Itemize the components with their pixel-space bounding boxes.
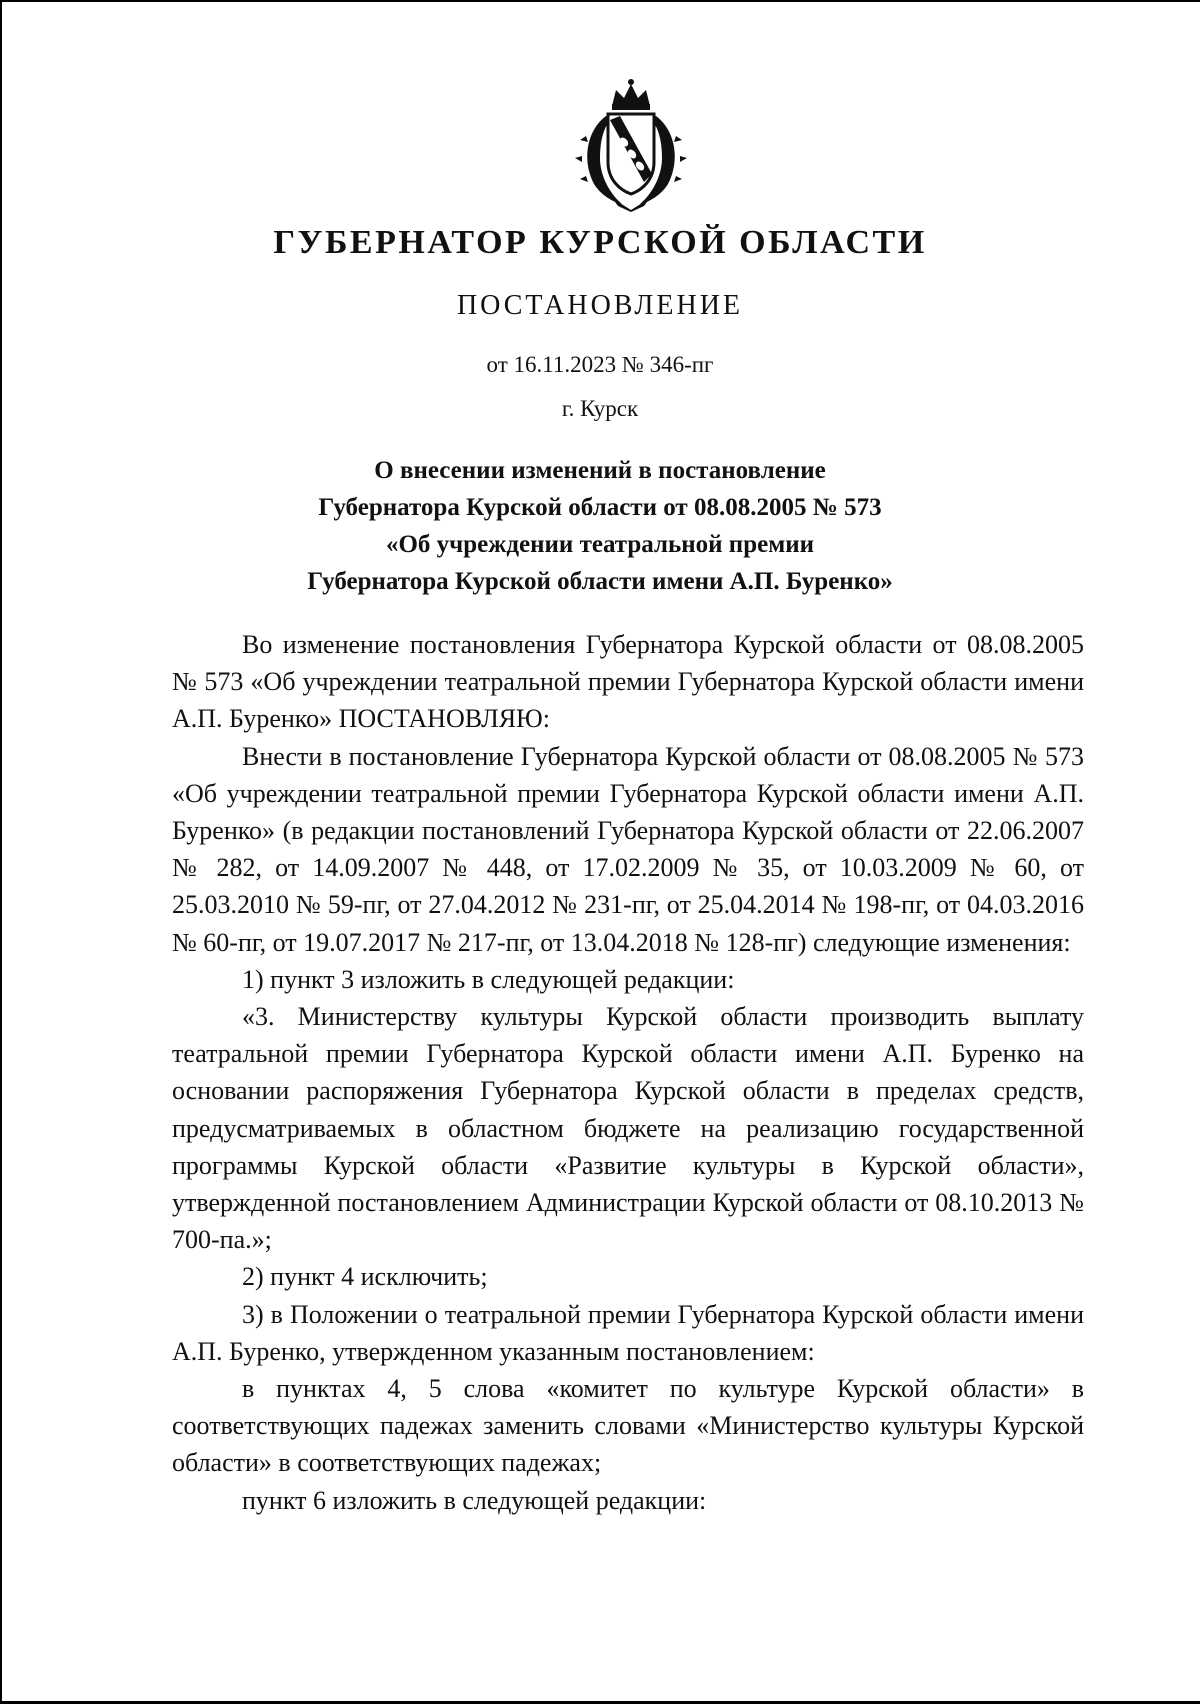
body-paragraph-item-6: пункт 6 изложить в следующей редакции: [242,1485,707,1515]
body-paragraph-item-1: 1) пункт 3 изложить в следующей редакции: [242,964,735,994]
authority-title: ГУБЕРНАТОР КУРСКОЙ ОБЛАСТИ [273,224,927,261]
subject-line: Губернатора Курской области имени А.П. Буренко» [307,568,893,595]
scan-edge-top [0,0,1200,2]
subject-line: Губернатора Курской области от 08.08.2005 № 573 [318,494,882,521]
document-kind: ПОСТАНОВЛЕНИЕ [456,290,744,321]
subject-line: «Об учреждении театральной премии [385,531,815,558]
body-paragraph-amend: Внести в постановление Губернатора Курской области от 08.08.2005 № 573 «Об учреждении театральной премии Губернатора Курской области имени А.П. Буренко» (в редакции постановлений Губернатора Курской области от 22.06.2007 № 282, от 14.09.2007 № 448, от 17.02.2009 № 35, от 10.03.2009 № 60, от 25.03.2010 № 59-пг, от 27.04.2012 № 231-пг, от 25.04.2014 № 198-пг, от 04.03.2016 № 60-пг, от 19.07.2017 № 217-пг, от 13.04.2018 № 128-пг) следующие изменения: [172,741,1084,957]
body-paragraph-item-2: 2) пункт 4 исключить; [242,1262,488,1292]
body-paragraph-replace-words: в пунктах 4, 5 слова «комитет по культуре Курской области» в соответствующих падежах заменить словами «Министерство культуры Курской области» в соответствующих падежах; [172,1374,1084,1478]
body-paragraph-preamble: Во изменение постановления Губернатора Курской области от 08.08.2005 № 573 «Об учреждении театральной премии Губернатора Курской области имени А.П. Буренко» ПОСТАНОВЛЯЮ: [172,630,1084,734]
document-subject [0,452,1200,600]
document-date-number: от 16.11.2023 № 346-пг [486,352,714,377]
kursk-coat-of-arms-icon [572,76,690,212]
document-body [172,626,1084,1519]
document-city: г. Курск [561,396,639,421]
subject-line: О внесении изменений в постановление [374,457,826,484]
body-paragraph-item-3-text: «3. Министерству культуры Курской области производить выплату театральной премии Губернатора Курской области имени А.П. Буренко на основании распоряжения Губернатора Курской области в пределах средств, предусматриваемых в областном бюджете на реализацию государственной программы Курской области «Развитие культуры в Курской области», утвержденной постановлением Администрации Курской области от 08.10.2013 № 700-па.»; [172,1002,1084,1255]
body-paragraph-item-3: 3) в Положении о театральной премии Губернатора Курской области имени А.П. Буренко, утвержденном указанным постановлением: [172,1299,1084,1366]
